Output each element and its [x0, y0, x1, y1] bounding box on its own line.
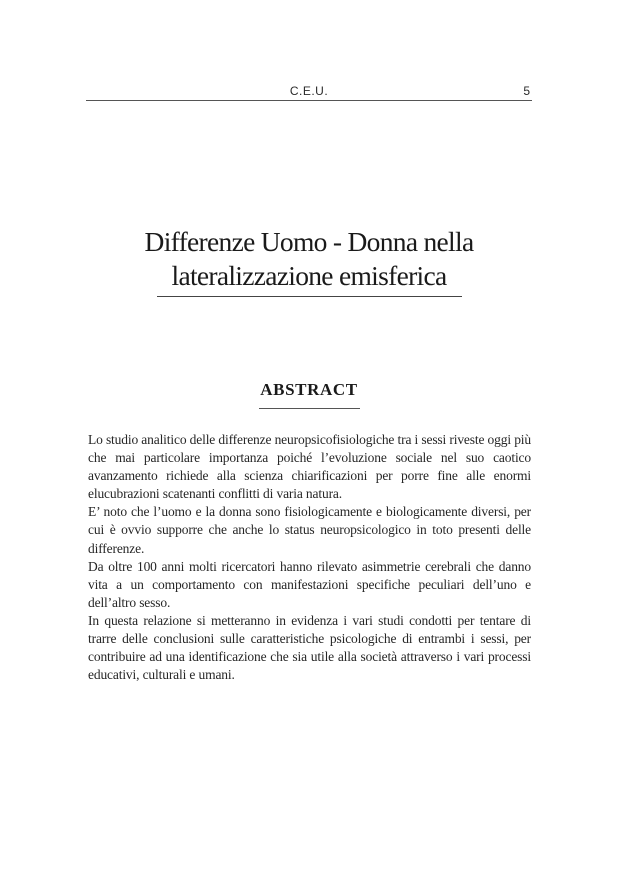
header-rule [86, 100, 532, 101]
abstract-paragraph: Da oltre 100 anni molti ricercatori hanno rilevato asimmetrie cerebrali che danno vita a un comportamento con manifestazioni specifiche peculiari dell’uno e dell’altro sesso. [88, 558, 531, 610]
article-title [86, 225, 532, 293]
running-header [86, 84, 532, 104]
abstract-body [88, 431, 531, 684]
abstract-heading-underline [259, 408, 360, 409]
title-underline [157, 296, 462, 297]
journal-name: C.E.U. [289, 84, 329, 98]
abstract-paragraph: E’ noto che l’uomo e la donna sono fisiologicamente e biologicamente diversi, per cui è ovvio supporre che anche lo status neuropsicologico in toto presenti delle differenze. [88, 504, 531, 556]
abstract-paragraph: Lo studio analitico delle differenze neuropsicofisiologiche tra i sessi riveste oggi più che mai particolare importanza poiché l’evoluzione sociale nel suo caotico avanzamento richiede alla scienza chiarificazioni per porre fine alle enormi elucubrazioni scatenanti conflitti di varia natura. [88, 432, 531, 502]
abstract-paragraph: In questa relazione si metteranno in evidenza i vari studi condotti per tentare di trarre delle conclusioni sulle caratteristiche psicologiche di entrambi i sessi, per contribuire ad una identificazione che sia utile alla società attraverso i vari processi educativi, culturali e umani. [88, 612, 531, 683]
page-number: 5 [523, 84, 530, 98]
article-title-line-1: Differenze Uomo - Donna nella [144, 226, 474, 257]
abstract-heading: ABSTRACT [260, 380, 358, 399]
article-title-line-2: lateralizzazione emisferica [171, 260, 447, 291]
